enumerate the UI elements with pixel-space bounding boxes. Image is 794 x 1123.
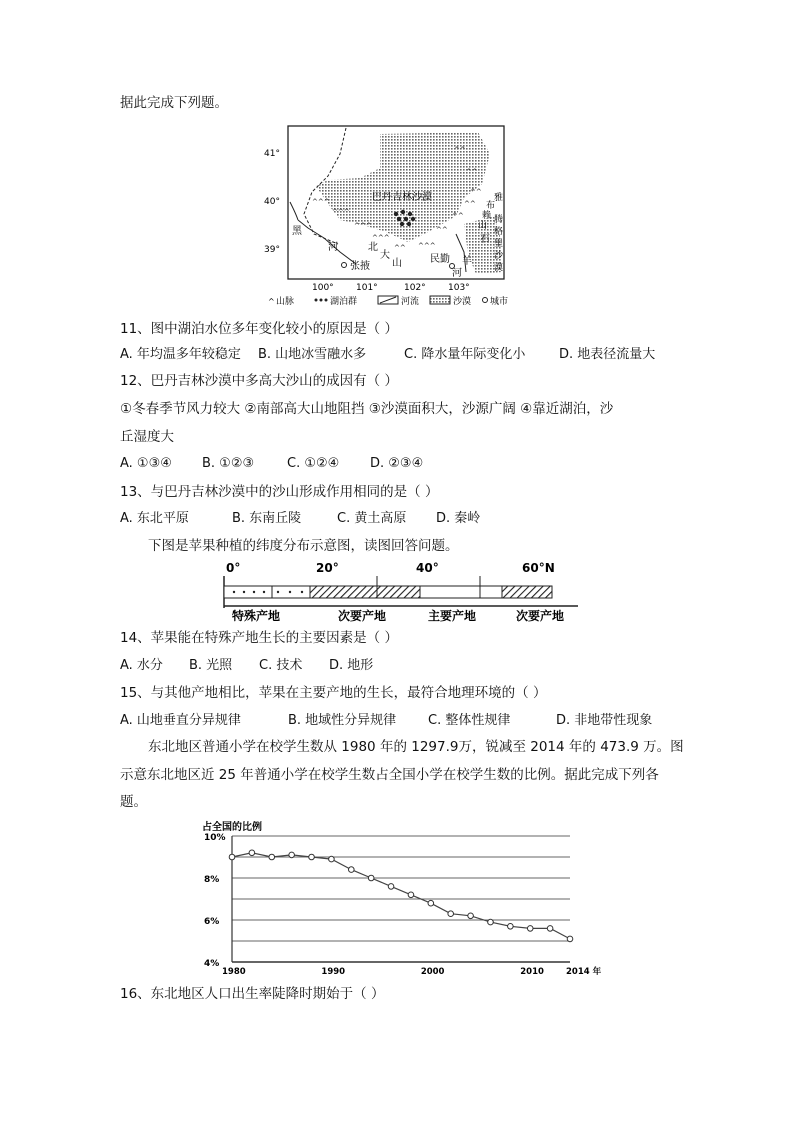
svg-text:^^^: ^^^ [372,234,390,242]
desert-map-svg [264,124,528,310]
apple-intro: 下图是苹果种植的纬度分布示意图，读图回答问题。 [148,538,459,554]
tick-60n: 60°N [522,561,555,575]
x-tick-label: 1990 [321,967,346,977]
q11-option-a: A. 年均温多年较稳定 [120,347,241,362]
tengger-1: 腾 [494,215,504,225]
q12-line2: 丘湿度大 [120,429,174,445]
svg-text:^^^: ^^^ [418,242,436,250]
q12-option-b: B. ①②③ [202,456,255,471]
lon-label-102: 102° [404,283,426,293]
ne-intro-line3: 题。 [120,794,147,810]
city-zhangye: 张掖 [350,261,370,272]
lon-label-103: 103° [448,283,470,293]
svg-text:^^^: ^^^ [312,198,330,206]
apple-latitude-figure [222,560,582,624]
ne-intro-line2: 示意东北地区近 25 年普通小学在校学生数占全国小学在校学生数的比例。据此完成下列各 [120,767,659,783]
q14-option-d: D. 地形 [329,658,374,673]
mountain-char-3: 山 [392,258,402,269]
svg-text:^^^: ^^^ [354,222,372,230]
zone-label-secondary-2: 次要产地 [516,609,565,623]
svg-text:^^: ^^ [466,168,478,176]
chart-ylabel: 占全国的比例 [202,822,262,833]
ne-intro-line1: 东北地区普通小学在校学生数从 1980 年的 1297.9万，锐减至 2014 年的 473.9 万。图 [148,739,684,755]
q13-option-c: C. 黄土高原 [337,511,407,526]
svg-text:^^: ^^ [394,244,406,252]
svg-text:^^: ^^ [464,200,476,208]
q13-option-a: A. 东北平原 [120,511,189,526]
intro-text: 据此完成下列题。 [120,95,228,111]
q12-stem: 12、巴丹吉林沙漠中多高大沙山的成因有（ ） [120,373,398,389]
data-point [329,856,335,862]
q13-option-b: B. 东南丘陵 [232,511,302,526]
tick-0: 0° [226,561,241,575]
line-chart [200,818,610,978]
q15-option-d: D. 非地带性现象 [556,713,653,728]
q13-option-d: D. 秦岭 [436,511,481,526]
lat-label-40: 40° [264,197,280,207]
legend-desert-icon [430,296,450,304]
y-tick-label: 10% [204,833,226,843]
heihe-char-2: 河 [328,242,338,253]
legend-city: 城市 [490,297,509,307]
lat-label-41: 41° [264,149,280,159]
x-tick-label: 2014 年 [566,967,602,977]
svg-text:^^: ^^ [454,146,466,154]
q12-option-d: D. ②③④ [370,456,424,471]
y-tick-label: 6% [204,917,220,927]
zone-label-secondary-1: 次要产地 [338,609,387,623]
tengger-3: 里 [494,239,504,249]
heihe-char-1: 黑 [292,226,302,237]
shiyang-char-1: 石 [480,234,490,245]
data-point [448,911,454,917]
data-point [309,854,315,860]
tick-40: 40° [416,561,439,575]
data-point [408,892,414,898]
q11-option-c: C. 降水量年际变化小 [404,347,526,362]
line-chart-svg [200,818,610,978]
desert-name: 巴丹吉林沙漠 [372,192,432,203]
data-point [249,850,255,856]
zone-label-main: 主要产地 [428,609,477,623]
tengger-4: 沙 [494,251,504,261]
apple-figure-svg [222,560,582,624]
legend-mountain-icon: ^ [268,297,275,306]
legend-city-icon [483,298,488,303]
svg-text:^^: ^^ [470,188,482,196]
data-point [468,913,474,919]
y-tick-label: 4% [204,959,220,969]
q14-option-b: B. 光照 [189,658,233,673]
svg-text:^^: ^^ [436,226,448,234]
legend-lakes-icon [315,299,328,302]
data-point [289,852,295,858]
data-point [388,884,394,890]
zone-main [420,586,502,598]
q15-option-a: A. 山地垂直分异规律 [120,713,241,728]
q15-stem: 15、与其他产地相比，苹果在主要产地的生长，最符合地理环境的（ ） [120,685,547,701]
zone-secondary-1 [310,586,420,598]
data-point [547,926,553,932]
legend-desert: 沙漠 [453,297,472,307]
svg-text:^^: ^^ [452,212,464,220]
q11-stem: 11、图中湖泊水位多年变化较小的原因是（ ） [120,321,398,337]
data-point [488,919,494,925]
yabulai-3: 赖 [482,211,492,221]
data-point [527,926,533,932]
legend-lakes: 湖泊群 [330,297,358,307]
yabulai-1: 雅 [494,193,504,203]
q12-line1: ①冬春季节风力较大 ②南部高大山地阻挡 ③沙漠面积大，沙源广阔 ④靠近湖泊，沙 [120,401,614,417]
q14-stem: 14、苹果能在特殊产地生长的主要因素是（ ） [120,630,398,646]
zone-secondary-2 [502,586,552,598]
q14-option-a: A. 水分 [120,658,163,673]
q15-option-c: C. 整体性规律 [428,713,511,728]
lat-label-39: 39° [264,245,280,255]
data-point [348,867,354,873]
x-tick-label: 2000 [420,967,445,977]
yabulai-4: 山 [478,221,488,231]
yabulai-2: 布 [486,201,496,211]
tengger-2: 格 [494,227,504,237]
q14-option-c: C. 技术 [259,658,303,673]
q11-option-b: B. 山地冰雪融水多 [258,347,367,362]
q16-stem: 16、东北地区人口出生率陡降时期始于（ ） [120,986,385,1002]
svg-text:^^^: ^^^ [332,208,350,216]
zhangye-dot [342,263,347,268]
y-tick-label: 8% [204,875,220,885]
data-point [508,924,514,930]
x-tick-label: 1980 [222,967,246,977]
mountain-char-1: 北 [368,242,378,253]
x-tick-label: 2010 [520,967,544,977]
lon-label-101: 101° [356,283,378,293]
mountain-char-2: 大 [380,250,390,261]
zone-label-special: 特殊产地 [232,609,281,623]
q11-option-d: D. 地表径流量大 [559,347,656,362]
q12-option-c: C. ①②④ [287,456,340,471]
q15-option-b: B. 地域性分异规律 [288,713,397,728]
data-point [567,936,573,942]
zone-special [224,586,310,598]
series-line [232,853,570,939]
city-minqin: 民勤 [430,254,450,265]
desert-map [264,124,528,310]
shiyang-char-3: 河 [452,268,462,279]
lon-label-100: 100° [312,283,334,293]
tengger-5: 漠 [494,263,504,273]
legend-mountain: 山脉 [276,297,295,307]
tick-20: 20° [316,561,339,575]
q13-stem: 13、与巴丹吉林沙漠中的沙山形成作用相同的是（ ） [120,484,439,500]
shiyang-char-2: 羊 [462,256,472,267]
data-point [428,900,434,906]
data-point [269,854,275,860]
data-point [229,854,235,860]
data-point [368,875,374,881]
legend-river: 河流 [401,297,420,307]
q12-option-a: A. ①③④ [120,456,172,471]
